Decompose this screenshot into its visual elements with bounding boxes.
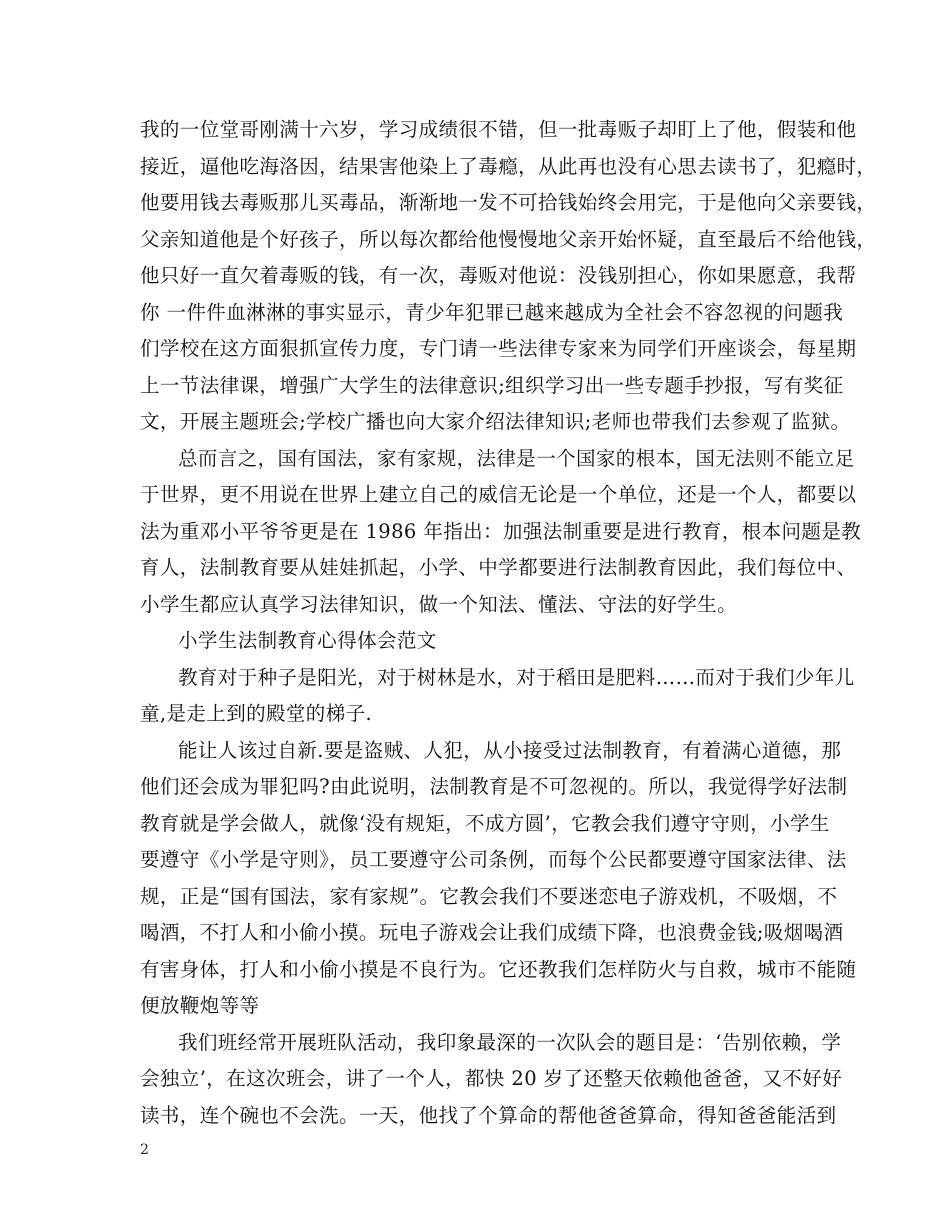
text-line: 法为重邓小平爷爷更是在 1986 年指出：加强法制重要是进行教育，根本问题是教 bbox=[140, 520, 862, 543]
text-line: 父亲知道他是个好孩子，所以每次都给他慢慢地父亲开始怀疑，直至最后不给他钱， bbox=[140, 228, 877, 251]
text-line: 你 一件件血淋淋的事实显示，青少年犯罪已越来越成为全社会不容忽视的问题我 bbox=[140, 301, 844, 324]
text-line: 小学生都应认真学习法律知识，做一个知法、懂法、守法的好学生。 bbox=[140, 593, 738, 616]
text-line: 我的一位堂哥刚满十六岁，学习成绩很不错，但一批毒贩子却盯上了他，假装和他 bbox=[140, 118, 857, 141]
paragraph-start-line: 我们班经常开展班队活动，我印象最深的一次队会的题目是：‘告别依赖，学 bbox=[178, 1031, 842, 1054]
paragraph-start-line: 能让人该过自新.要是盗贼、人犯，从小接受过法制教育，有着满心道德，那 bbox=[178, 739, 842, 762]
page-number: 2 bbox=[140, 1142, 149, 1158]
text-line: 他只好一直欠着毒贩的钱，有一次，毒贩对他说：没钱别担心，你如果愿意，我帮 bbox=[140, 264, 857, 287]
text-line: 会独立’，在这次班会，讲了一个人，都快 20 岁了还整天依赖他爸爸，又不好好 bbox=[140, 1067, 843, 1090]
text-line: 喝酒，不打人和小偷小摸。玩电子游戏会让我们成绩下降，也浪费金钱;吸烟喝酒 bbox=[140, 921, 844, 944]
text-line: 文，开展主题班会;学校广播也向大家介绍法律知识;老师也带我们去参观了监狱。 bbox=[140, 410, 851, 433]
text-line: 上一节法律课，增强广大学生的法律意识;组织学习出一些专题手抄报，写有奖征 bbox=[140, 374, 844, 397]
text-line: 要遵守《小学是守则》，员工要遵守公司条例，而每个公民都要遵守国家法律、法 bbox=[140, 848, 847, 871]
text-line: 读书，连个碗也不会洗。一天，他找了个算命的帮他爸爸算命，得知爸爸能活到 bbox=[140, 1104, 837, 1127]
text-line: 便放鞭炮等等 bbox=[140, 994, 260, 1017]
text-line: 接近，逼他吃海洛因，结果害他染上了毒瘾，从此再也没有心思去读书了，犯瘾时， bbox=[140, 155, 877, 178]
text-line: 教育就是学会做人，就像‘没有规矩，不成方圆’，它教会我们遵守守则，小学生 bbox=[140, 812, 830, 835]
paragraph-start-line: 教育对于种子是阳光，对于树林是水，对于稻田是肥料……而对于我们少年儿 bbox=[178, 666, 855, 689]
paragraph-start-line: 总而言之，国有国法，家有家规，法律是一个国家的根本，国无法则不能立足 bbox=[178, 447, 855, 470]
text-line: 童,是走上到的殿堂的梯子. bbox=[140, 702, 373, 725]
text-line: 有害身体，打人和小偷小摸是不良行为。它还教我们怎样防火与自救，城市不能随 bbox=[140, 958, 857, 981]
text-line: 他要用钱去毒贩那儿买毒品，渐渐地一发不可拾钱始终会用完，于是他向父亲要钱， bbox=[140, 191, 877, 214]
text-line: 育人，法制教育要从娃娃抓起，小学、中学都要进行法制教育因此，我们每位中、 bbox=[140, 556, 857, 579]
text-line: 他们还会成为罪犯吗?由此说明，法制教育是不可忽视的。所以，我觉得学好法制 bbox=[140, 775, 848, 798]
section-heading: 小学生法制教育心得体会范文 bbox=[178, 629, 437, 652]
text-line: 们学校在这方面狠抓宣传力度，专门请一些法律专家来为同学们开座谈会，每星期 bbox=[140, 337, 857, 360]
text-line: 于世界，更不用说在世界上建立自己的威信无论是一个单位，还是一个人，都要以 bbox=[140, 483, 857, 506]
text-line: 规，正是“国有国法，家有家规”。它教会我们不要迷恋电子游戏机，不吸烟，不 bbox=[140, 885, 838, 908]
